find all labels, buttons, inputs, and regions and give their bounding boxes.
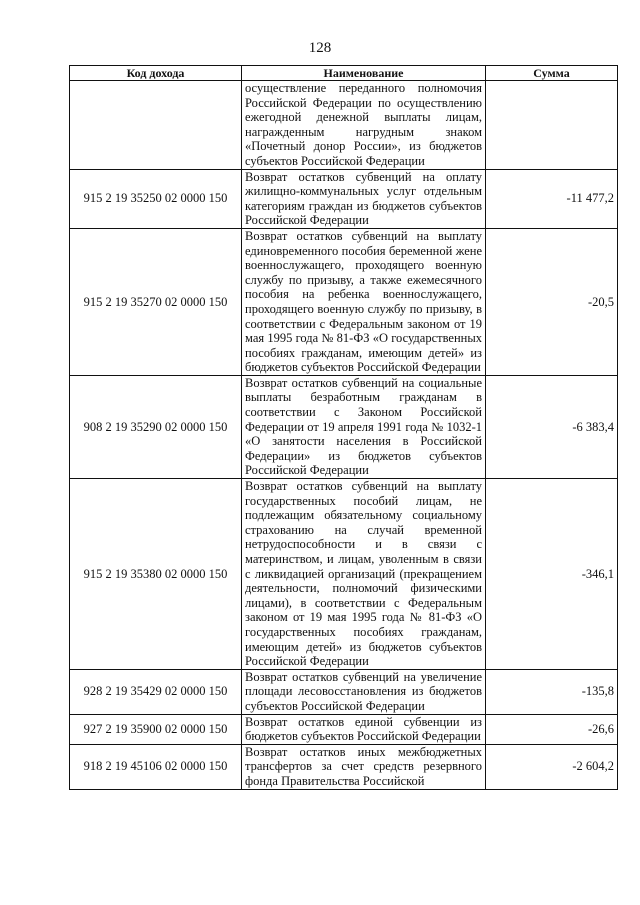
amount-cell: -2 604,2 (486, 744, 618, 789)
revenue-name-cell: Возврат остатков единой субвенции из бюджетов субъектов Российской Федерации (242, 714, 486, 744)
column-header-amount: Сумма (486, 66, 618, 81)
revenue-code-cell: 915 2 19 35270 02 0000 150 (70, 228, 242, 375)
revenue-name-cell: Возврат остатков субвенций на увеличение площади лесовосстановления из бюджетов субъектов Российской Федерации (242, 669, 486, 714)
table-row (70, 228, 618, 375)
page-number: 128 (308, 40, 332, 56)
amount-cell (486, 81, 618, 170)
revenue-name-cell: Возврат остатков субвенций на социальные выплаты безработным гражданам в соответствии с Законом Российской Федерации от 19 апреля 1991 года № 1032-1 «О занятости населения в Российской Федерации» из бюджетов субъектов Российской Федерации (242, 375, 486, 478)
revenue-code-cell: 908 2 19 35290 02 0000 150 (70, 375, 242, 478)
table-row (70, 81, 618, 170)
revenue-code-cell: 927 2 19 35900 02 0000 150 (70, 714, 242, 744)
revenue-name-cell: Возврат остатков субвенций на оплату жилищно-коммунальных услуг отдельным категориям граждан из бюджетов субъектов Российской Федерации (242, 169, 486, 228)
revenue-code-cell (70, 81, 242, 170)
amount-cell: -20,5 (486, 228, 618, 375)
revenue-name-cell: Возврат остатков иных межбюджетных трансфертов за счет средств резервного фонда Правительства Российской (242, 744, 486, 789)
revenue-code-cell: 928 2 19 35429 02 0000 150 (70, 669, 242, 714)
table-row (70, 375, 618, 478)
table-row (70, 479, 618, 670)
column-header-name: Наименование (242, 66, 486, 81)
revenue-name-cell: Возврат остатков субвенций на выплату единовременного пособия беременной жене военнослужащего, проходящего военную службу по призыву, а также ежемесячного пособия на ребенка военнослужащего, проходящего военную службу по призыву, в соответствии с Федеральным законом от 19 мая 1995 года № 81-ФЗ «О государственных пособиях гражданам, имеющим детей» из бюджетов субъектов Российской Федерации (242, 228, 486, 375)
revenue-table (69, 65, 618, 790)
revenue-name-cell: Возврат остатков субвенций на выплату государственных пособий лицам, не подлежащим обязательному социальному страхованию на случай временной нетрудоспособности и в связи с материнством, и лицам, уволенным в связи с ликвидацией организаций (прекращением деятельности, полномочий физическими лицами), в соответствии с Федеральным законом от 19 мая 1995 года № 81-ФЗ «О государственных пособиях гражданам, имеющим детей» из бюджетов субъектов Российской Федерации (242, 479, 486, 670)
revenue-code-cell: 915 2 19 35250 02 0000 150 (70, 169, 242, 228)
table-header-row (70, 66, 618, 81)
column-header-code: Код дохода (70, 66, 242, 81)
revenue-code-cell: 915 2 19 35380 02 0000 150 (70, 479, 242, 670)
amount-cell: -6 383,4 (486, 375, 618, 478)
table-row (70, 744, 618, 789)
table-row (70, 669, 618, 714)
table-row (70, 169, 618, 228)
amount-cell: -11 477,2 (486, 169, 618, 228)
table-row (70, 714, 618, 744)
amount-cell: -135,8 (486, 669, 618, 714)
amount-cell: -26,6 (486, 714, 618, 744)
revenue-code-cell: 918 2 19 45106 02 0000 150 (70, 744, 242, 789)
revenue-name-cell: осуществление переданного полномочия Российской Федерации по осуществлению ежегодной денежной выплаты лицам, награжденным нагрудным знаком «Почетный донор России», из бюджетов субъектов Российской Федерации (242, 81, 486, 170)
amount-cell: -346,1 (486, 479, 618, 670)
